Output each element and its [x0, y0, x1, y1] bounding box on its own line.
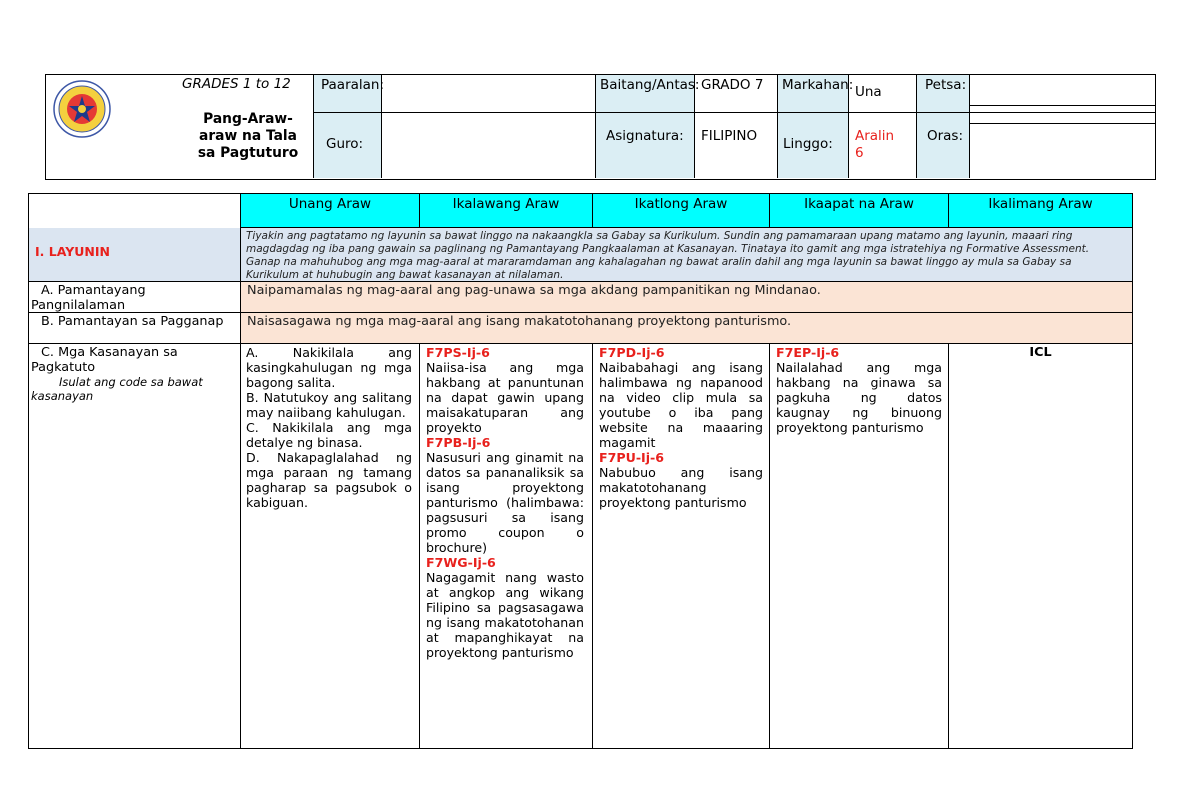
page-title: Pang-Araw-araw na Tala sa Pagtuturo	[197, 111, 299, 161]
competency-text: Nagagamit nang wasto at angkop ang wikang Filipino sa pagsasagawa ng isang makatotohanan at mapanghikayat na proyektong panturismo	[426, 570, 584, 660]
day5-icl: ICL	[1029, 345, 1052, 360]
paaralan-label: Paaralan:	[314, 75, 381, 112]
day1-objective-a: A. Nakikilala ang kasingkahulugan ng mga bagong salita.	[246, 345, 412, 390]
baitang-label: Baitang/Antas:	[596, 75, 694, 112]
competency-text: Nasusuri ang ginamit na datos sa pananaliksik sa isang proyektong panturismo (halimbawa: pagsusuri sa isang promo coupon o brochure)	[426, 450, 584, 555]
competency-text: Naiisa-isa ang mga hakbang at panuntunan na dapat gawin upang maisakatuparan ang proyekto	[426, 360, 584, 435]
paaralan-value[interactable]	[382, 75, 595, 112]
day1-objective-d: D. Nakapaglalahad ng mga paraan ng tamang pagharap sa pagsubok o kabiguan.	[246, 450, 412, 510]
day-header: Ikatlong Araw	[634, 196, 728, 212]
day-header: Unang Araw	[288, 196, 372, 212]
pangnilalaman-label: A. Pamantayang Pangnilalaman	[31, 283, 146, 313]
asignatura-label: Asignatura:	[596, 113, 694, 178]
competency-code: F7WG-Ij-6	[426, 555, 496, 570]
guro-value[interactable]	[382, 113, 595, 178]
grades-label: GRADES 1 to 12	[182, 76, 291, 92]
pagganap-label: B. Pamantayan sa Pagganap	[41, 314, 224, 329]
header-table	[45, 74, 1156, 180]
day-header: Ikaapat na Araw	[804, 196, 914, 212]
kasanayan-label: C. Mga Kasanayan sa Pagkatuto	[31, 345, 178, 375]
kasanayan-note: Isulat ang code sa bawat kasanayan	[31, 375, 203, 403]
day3-objectives	[599, 345, 763, 510]
asignatura-value[interactable]: FILIPINO	[701, 128, 758, 144]
competency-code: F7PS-Ij-6	[426, 345, 490, 360]
linggo-value[interactable]: Aralin 6	[855, 128, 895, 161]
layunin-label: I. LAYUNIN	[35, 244, 110, 259]
competency-text: Nabubuo ang isang makatotohanang proyektong panturismo	[599, 465, 763, 510]
markahan-label: Markahan:	[778, 75, 848, 112]
day2-objectives	[426, 345, 584, 660]
pagganap-text: Naisasagawa ng mga mag-aaral ang isang makatotohanang proyektong panturismo.	[247, 314, 792, 329]
competency-code: F7PU-Ij-6	[599, 450, 665, 465]
competency-code: F7PD-Ij-6	[599, 345, 665, 360]
day1-objectives	[246, 345, 412, 510]
deped-seal-icon	[52, 79, 116, 139]
petsa-label: Petsa:	[917, 75, 969, 112]
competency-code: F7PB-Ij-6	[426, 435, 491, 450]
day1-objective-b: B. Natutukoy ang salitang may naiibang kahulugan.	[246, 390, 412, 420]
day1-objective-c: C. Nakikilala ang mga detalye ng binasa.	[246, 420, 412, 450]
day-header: Ikalawang Araw	[452, 196, 560, 212]
guro-label: Guro:	[314, 113, 381, 178]
day4-objectives	[776, 345, 942, 435]
baitang-value[interactable]: GRADO 7	[701, 77, 764, 93]
competency-code: F7EP-Ij-6	[776, 345, 840, 360]
oras-label: Oras:	[917, 113, 969, 178]
linggo-label: Linggo:	[778, 113, 848, 178]
day-header: Ikalimang Araw	[988, 196, 1093, 212]
competency-text: Nailalahad ang mga hakbang na ginawa sa pagkuha ng datos kaugnay ng binuong proyektong panturismo	[776, 360, 942, 435]
lesson-plan-table	[28, 193, 1133, 749]
markahan-value[interactable]: Una	[855, 84, 882, 100]
pangnilalaman-text: Naipamamalas ng mag-aaral ang pag-unawa sa mga akdang pampanitikan ng Mindanao.	[247, 283, 821, 298]
layunin-text: Tiyakin ang pagtatamo ng layunin sa bawat linggo na nakaangkla sa Gabay sa Kurikulum. Sundin ang pamamaraan upang matamo ang layunin, maaari ring magdagdag ng iba pang gawain sa paglinang ng Pamantayang Pangkaalaman at Kasanayan. Tinataya ito gamit ang mga istratehiya ng Formative Assessment. Ganap na mahuhubog ang mga mag-aaral at mararamdaman ang kahalagahan ng bawat aralin dahil ang mga layunin sa bawat linggo ay mula sa Gabay sa Kurikulum at huhubugin ang bawat kasanayan at nilalaman.	[246, 230, 1090, 281]
competency-text: Naibabahagi ang isang halimbawa ng napanood na video clip mula sa youtube o iba pang website na maaaring magamit	[599, 360, 763, 450]
